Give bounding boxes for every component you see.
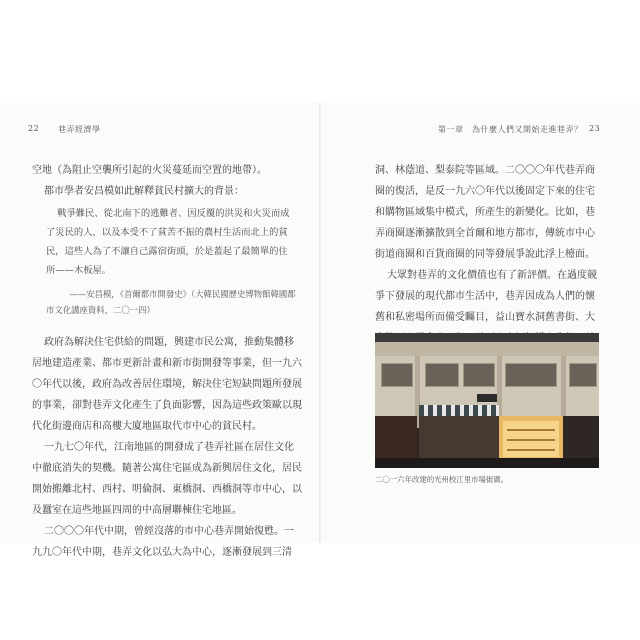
- storefront: [419, 416, 499, 460]
- quote-source: [32, 286, 302, 318]
- shop-sign: [477, 394, 497, 402]
- shelf: [507, 439, 555, 441]
- street-photo: [375, 333, 599, 468]
- right-page-number: 23: [589, 124, 601, 133]
- window: [381, 363, 413, 387]
- quote-citation: ——安昌模，《首爾都市開發史》（大韓民國歷史博物館韓國都市文化講座資料，二〇一四）: [46, 289, 296, 315]
- window: [425, 363, 459, 387]
- paragraph: 洞、林蔭道、梨泰院等區域。二〇〇〇年代巷弄商圈的復活，是反一九六〇年代以後固定下來的住宅和購物區域集中模式，所產生的新變化。比如，巷弄商圈逐漸擴散到全首爾和地方都市，傳統市中心街道商圈和百貨商圈的同等發展爭說此浮上檯面。: [375, 165, 595, 260]
- paragraph: 一九七〇年代，江南地區的開發成了巷弄社區在居住文化中徹底消失的契機。隨著公寓住宅區成為新興居住文化，居民開始搬離北村、西村、明倫洞、東橋洞、西橋洞等市中心，以及蠶室在這些地區四周的中高層聯棟住宅地區。: [32, 442, 302, 516]
- page-gutter: [319, 103, 321, 543]
- building-cornice: [375, 342, 599, 356]
- paragraph: 二〇〇〇年代中期，曾經沒落的市中心巷弄開始復甦。一九九〇年代中期，巷弄文化以弘大為中心，逐漸發展到三清: [32, 526, 294, 558]
- paragraph: 政府為解決住宅供給的問題，興建市民公寓，推動集體移居地建造產業、都市更新計畫和新市街開發等事業，但一九六〇年代以後，政府為改善居住環境，解決住宅短缺問題所發展的事業，卻對巷弄文化產生了負面影響，因為這些政策歐以現代化街邊商店和高樓大廈地區取代市中心的貧民村。: [32, 337, 302, 432]
- striped-awning: [419, 405, 499, 416]
- shelf: [507, 429, 555, 431]
- paragraph: 都市學者安昌模如此解釋貧民村擴大的背景：: [44, 186, 244, 197]
- photo-caption: 二〇一六年改建的光州校江里市場街廣。: [375, 475, 509, 484]
- storefront: [375, 416, 417, 460]
- street: [375, 458, 599, 468]
- left-running-head: 巷弄經濟學: [58, 125, 101, 134]
- window: [463, 363, 495, 387]
- shelf: [507, 449, 555, 451]
- storefront: [563, 416, 599, 460]
- block-quote: [32, 204, 296, 280]
- paragraph: 大眾對巷弄的文化價值也有了新評價。在過度競爭下發展的現代都市生活中，巷弄因成為人們的懷舊和私密場所而備受矚目，益山寶水洞舊書街、大: [375, 270, 597, 323]
- paragraph: 空地（為阻止空襲所引起的火災蔓延而空置的地帶）。: [32, 165, 267, 176]
- left-page-body: [32, 160, 302, 563]
- window: [569, 363, 597, 387]
- window: [505, 363, 557, 387]
- quote-text: 戰爭難民、從北南下的逃難者、因反覆的洪災和火災而成了災民的人，以及本受不了貧苦不振的農村生活而北上的貧民，這些人為了不讓自己露宿街頭，於是蓋起了最簡單的住所——木板屋。: [46, 208, 290, 276]
- left-page-number: 22: [28, 124, 40, 133]
- right-running-head: 第一章 為什麼人們又開始走進巷弄？: [438, 125, 583, 134]
